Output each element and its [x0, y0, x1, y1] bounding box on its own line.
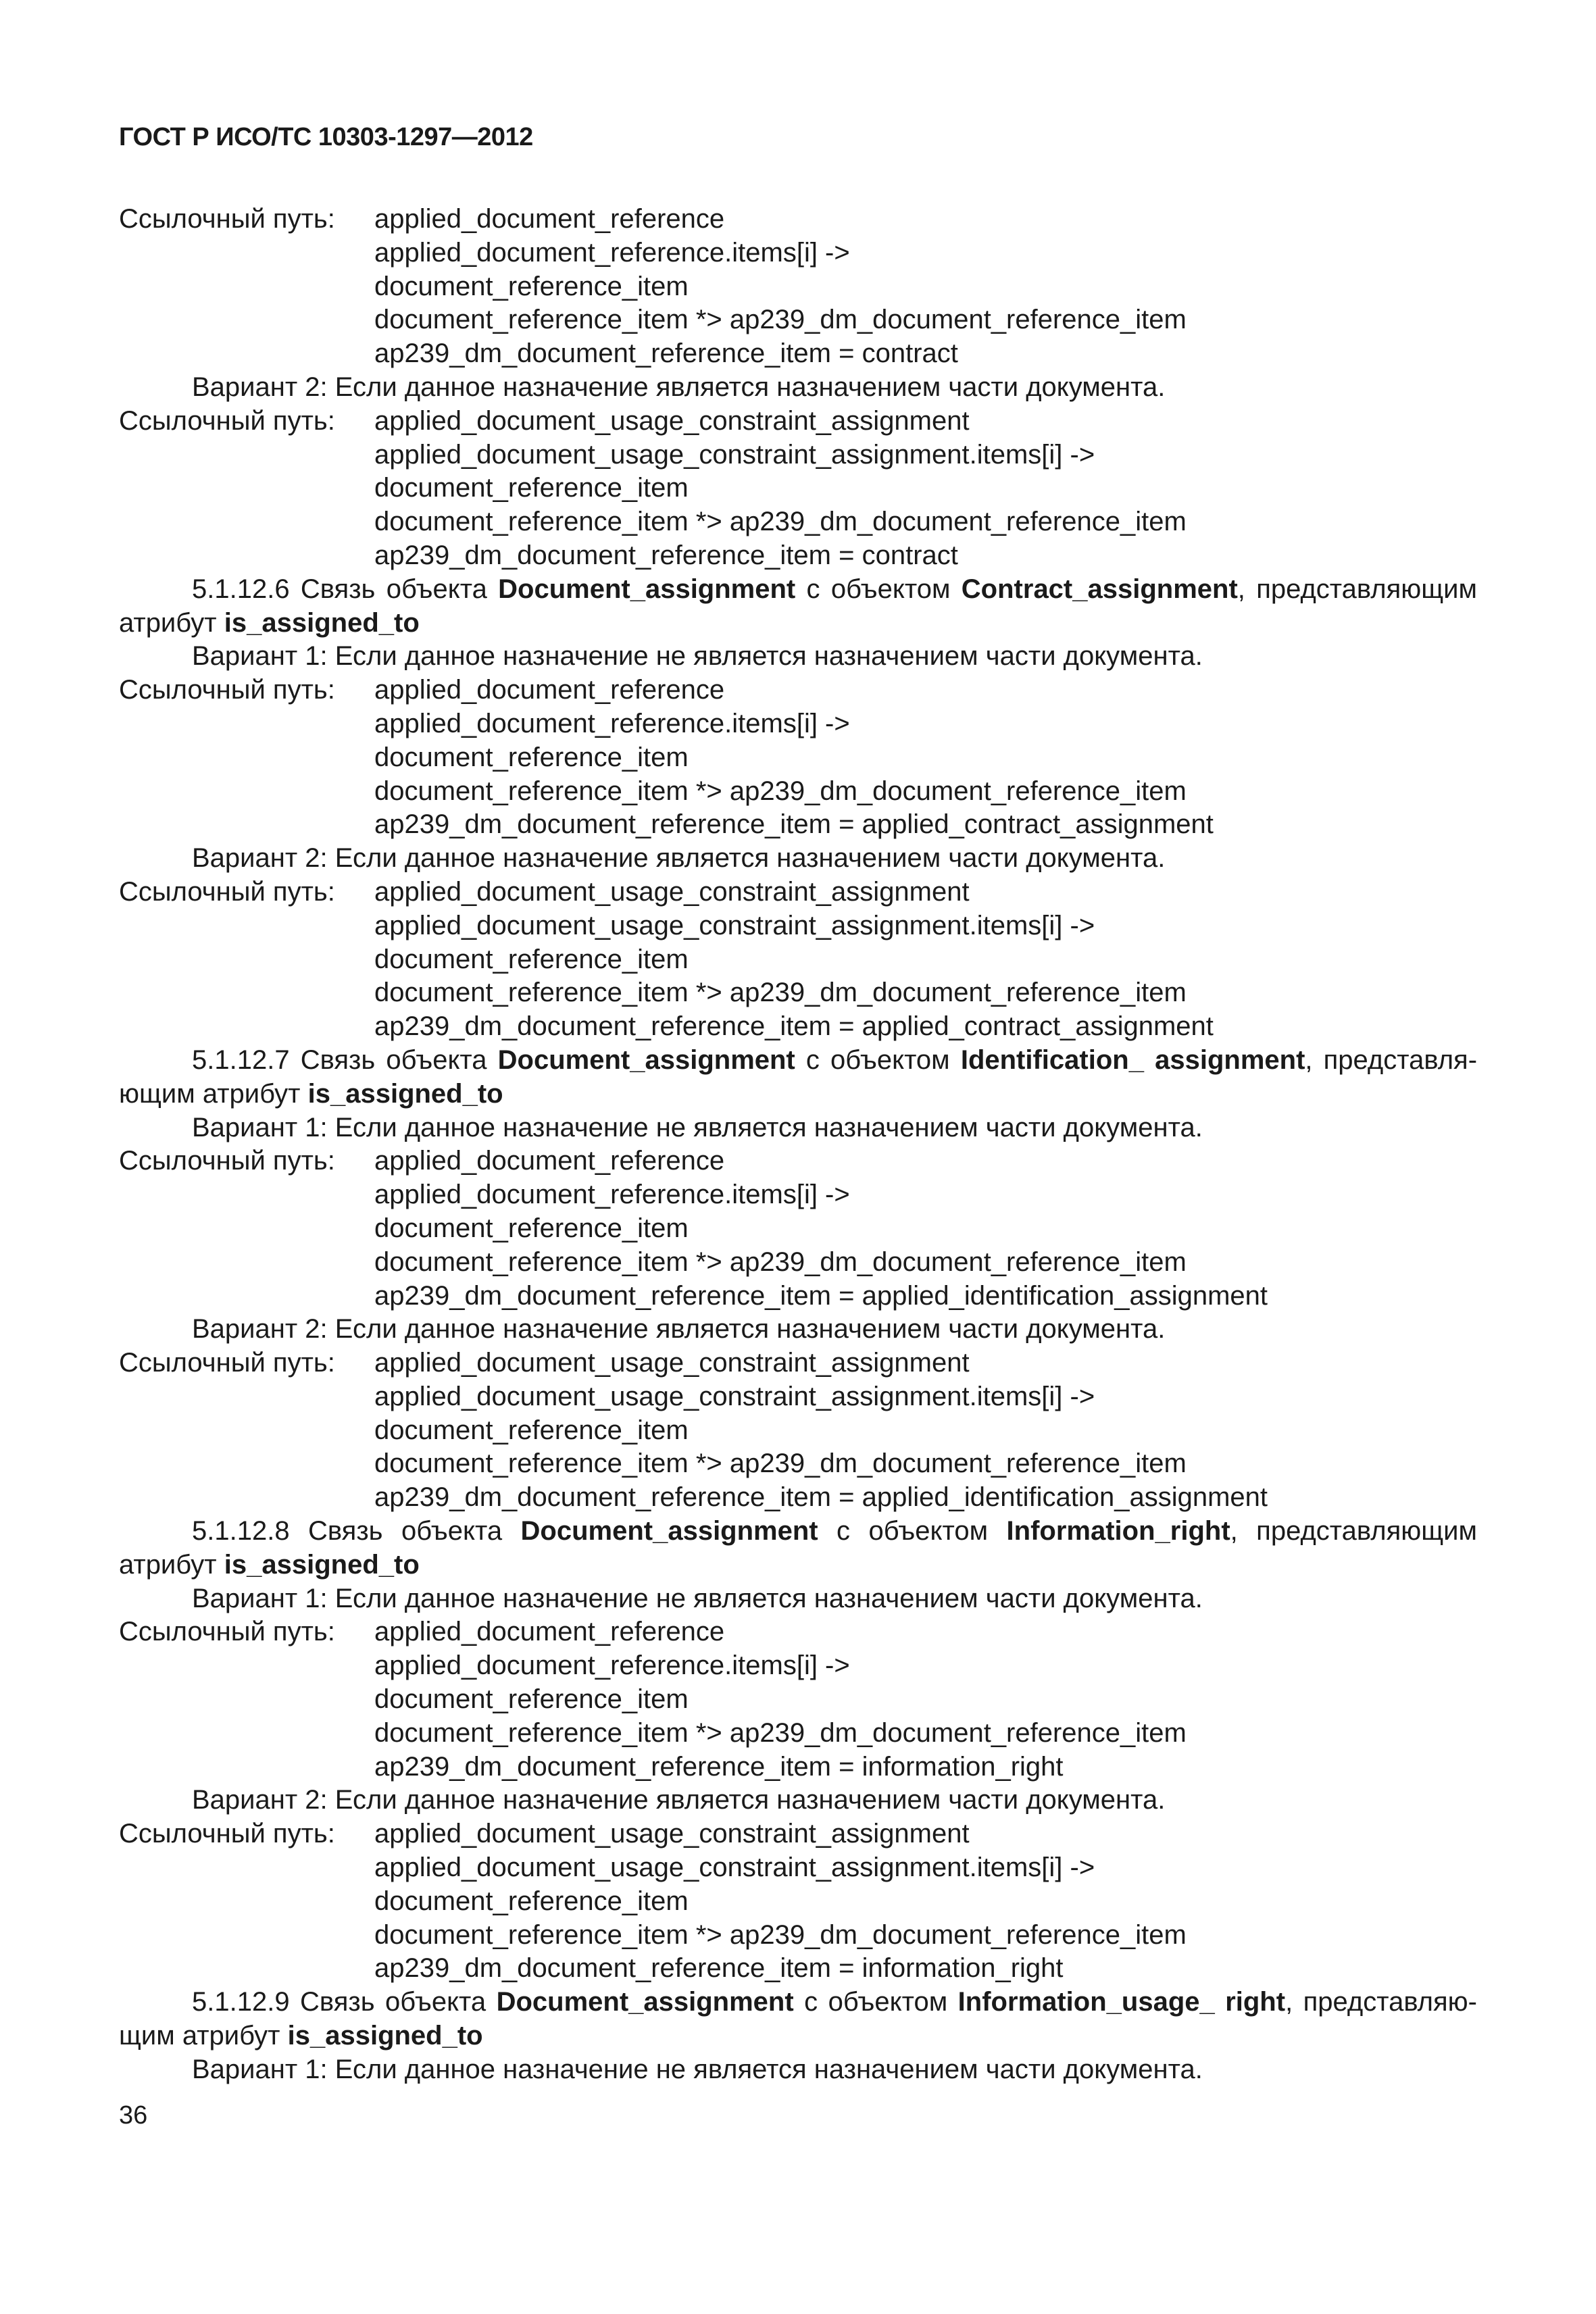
heading-continuation — [119, 1078, 1477, 1111]
reference-path-value: applied_document_reference — [374, 1617, 725, 1647]
reference-path-value: ap239_dm_document_reference_item = contract — [374, 338, 958, 369]
reference-path-line — [119, 1447, 1477, 1481]
variant-line: Вариант 1: Если данное назначение не является назначением части документа. — [192, 1583, 1203, 1613]
reference-path-value: ap239_dm_document_reference_item = contract — [374, 540, 958, 570]
entity-name: Information_usage_ right — [957, 1987, 1286, 2017]
reference-path-value: document_reference_item *> ap239_dm_document_reference_item — [374, 305, 1187, 335]
reference-path-line — [119, 1010, 1477, 1044]
reference-path-value: document_reference_item — [374, 271, 689, 301]
reference-path-line — [119, 674, 1477, 707]
reference-path-value: document_reference_item *> ap239_dm_document_reference_item — [374, 776, 1187, 806]
attribute-name: is_assigned_to — [224, 1549, 420, 1580]
heading-text: с объектом — [818, 1516, 1007, 1546]
reference-path-line — [119, 741, 1477, 775]
reference-path-line — [119, 1751, 1477, 1784]
reference-path-value: applied_document_usage_constraint_assignment.items[i] -> — [374, 439, 1095, 470]
reference-path-line — [119, 1212, 1477, 1246]
reference-path-label: Ссылочный путь: — [119, 675, 335, 705]
reference-path-value: applied_document_usage_constraint_assignment.items[i] -> — [374, 910, 1095, 940]
heading-number-text: 5.1.12.8 Связь объекта — [192, 1516, 521, 1546]
reference-path-line — [119, 236, 1477, 270]
reference-path-line — [119, 505, 1477, 539]
reference-path-value: applied_document_reference.items[i] -> — [374, 1651, 850, 1681]
reference-path-value: document_reference_item — [374, 944, 689, 974]
reference-path-line — [119, 405, 1477, 438]
reference-path-value: ap239_dm_document_reference_item = applied_contract_assignment — [374, 1011, 1214, 1042]
variant-line: Вариант 2: Если данное назначение является назначением части документа. — [192, 843, 1166, 874]
reference-path-line — [119, 1717, 1477, 1751]
reference-path-line — [119, 1919, 1477, 1953]
heading-number-text: 5.1.12.6 Связь объекта — [192, 574, 499, 604]
section-heading — [119, 1044, 1477, 1078]
reference-path-value: ap239_dm_document_reference_item = applied_identification_assignment — [374, 1482, 1268, 1513]
reference-path-value: document_reference_item *> ap239_dm_document_reference_item — [374, 1717, 1187, 1748]
reference-path-line — [119, 1145, 1477, 1178]
reference-path-line — [119, 1851, 1477, 1885]
reference-path-value: document_reference_item — [374, 1213, 689, 1243]
variant-line: Вариант 2: Если данное назначение является назначением части документа. — [192, 1785, 1166, 1815]
heading-text: с объектом — [795, 1045, 961, 1075]
heading-continuation — [119, 2019, 1477, 2053]
reference-path-value: applied_document_reference — [374, 675, 725, 705]
reference-path-value: document_reference_item *> ap239_dm_document_reference_item — [374, 1247, 1187, 1277]
reference-path-value: applied_document_reference — [374, 204, 725, 234]
reference-path-line — [119, 1178, 1477, 1212]
reference-path-line — [119, 1649, 1477, 1683]
heading-text: ющим атрибут — [119, 1078, 308, 1109]
reference-path-line — [119, 909, 1477, 943]
reference-path-line — [119, 976, 1477, 1010]
document-header: ГОСТ Р ИСО/ТС 10303-1297—2012 — [119, 123, 533, 151]
entity-name: Identification_ assignment — [960, 1045, 1305, 1075]
section-heading — [119, 1515, 1477, 1549]
heading-text: атрибут — [119, 607, 224, 638]
variant-line: Вариант 2: Если данное назначение является назначением части документа. — [192, 1314, 1166, 1344]
reference-path-value: document_reference_item *> ap239_dm_document_reference_item — [374, 1919, 1187, 1950]
section-heading — [119, 573, 1477, 607]
reference-path-value: document_reference_item — [374, 1886, 689, 1916]
reference-path-value: ap239_dm_document_reference_item = information_right — [374, 1953, 1064, 1984]
heading-text: , представляющим — [1237, 574, 1478, 604]
reference-path-line — [119, 1952, 1477, 1986]
reference-path-line — [119, 1280, 1477, 1313]
reference-path-line — [119, 775, 1477, 809]
reference-path-value: applied_document_reference.items[i] -> — [374, 708, 850, 738]
reference-path-label: Ссылочный путь: — [119, 1617, 335, 1647]
reference-path-line — [119, 707, 1477, 741]
heading-text: , представляющим — [1230, 1516, 1477, 1546]
reference-path-line — [119, 1347, 1477, 1380]
reference-path-label: Ссылочный путь: — [119, 405, 335, 436]
heading-number-text: 5.1.12.9 Связь объекта — [192, 1987, 497, 2017]
reference-path-value: applied_document_usage_constraint_assignment.items[i] -> — [374, 1381, 1095, 1411]
reference-path-line — [119, 808, 1477, 842]
variant-line: Вариант 1: Если данное назначение не является назначением части документа. — [192, 641, 1203, 672]
variant-line: Вариант 2: Если данное назначение является назначением части документа. — [192, 372, 1166, 402]
attribute-name: is_assigned_to — [307, 1078, 503, 1109]
reference-path-value: applied_document_usage_constraint_assignment — [374, 405, 970, 436]
reference-path-value: document_reference_item *> ap239_dm_document_reference_item — [374, 978, 1187, 1008]
reference-path-line — [119, 1414, 1477, 1448]
reference-path-line — [119, 438, 1477, 472]
reference-path-value: ap239_dm_document_reference_item = applied_contract_assignment — [374, 809, 1214, 840]
reference-path-value: applied_document_usage_constraint_assignment — [374, 1819, 970, 1849]
variant-line: Вариант 1: Если данное назначение не является назначением части документа. — [192, 1112, 1203, 1142]
reference-path-value: document_reference_item — [374, 742, 689, 772]
variant-line: Вариант 1: Если данное назначение не является назначением части документа. — [192, 2054, 1203, 2084]
heading-continuation — [119, 607, 1477, 640]
reference-path-value: applied_document_usage_constraint_assignment — [374, 1348, 970, 1378]
reference-path-line — [119, 1683, 1477, 1717]
reference-path-line — [119, 1481, 1477, 1515]
reference-path-value: document_reference_item — [374, 473, 689, 503]
reference-path-line — [119, 539, 1477, 573]
reference-path-label: Ссылочный путь: — [119, 876, 335, 907]
heading-continuation — [119, 1549, 1477, 1582]
page-number: 36 — [119, 2101, 148, 2130]
reference-path-line — [119, 203, 1477, 236]
reference-path-line — [119, 1380, 1477, 1414]
reference-path-line — [119, 303, 1477, 337]
reference-path-label: Ссылочный путь: — [119, 204, 335, 234]
reference-path-line — [119, 1615, 1477, 1649]
heading-text: атрибут — [119, 1549, 224, 1580]
reference-path-value: document_reference_item *> ap239_dm_document_reference_item — [374, 1449, 1187, 1479]
reference-path-line — [119, 1246, 1477, 1280]
reference-path-value: applied_document_reference.items[i] -> — [374, 237, 850, 268]
reference-path-label: Ссылочный путь: — [119, 1146, 335, 1176]
reference-path-label: Ссылочный путь: — [119, 1348, 335, 1378]
reference-path-line — [119, 270, 1477, 304]
entity-name: Document_assignment — [498, 574, 796, 604]
reference-path-line — [119, 337, 1477, 371]
entity-name: Document_assignment — [520, 1516, 818, 1546]
reference-path-value: document_reference_item *> ap239_dm_document_reference_item — [374, 507, 1187, 537]
document-body — [119, 203, 1477, 2087]
attribute-name: is_assigned_to — [224, 607, 420, 638]
reference-path-line — [119, 1817, 1477, 1851]
reference-path-line — [119, 1885, 1477, 1919]
reference-path-line — [119, 472, 1477, 505]
heading-text: , представля- — [1305, 1045, 1478, 1075]
attribute-name: is_assigned_to — [287, 2021, 483, 2051]
entity-name: Document_assignment — [496, 1987, 794, 2017]
reference-path-label: Ссылочный путь: — [119, 1819, 335, 1849]
reference-path-value: applied_document_usage_constraint_assignment.items[i] -> — [374, 1853, 1095, 1883]
reference-path-value: ap239_dm_document_reference_item = information_right — [374, 1751, 1064, 1782]
reference-path-line — [119, 943, 1477, 977]
reference-path-value: applied_document_reference — [374, 1146, 725, 1176]
heading-text: , представляю- — [1285, 1987, 1478, 2017]
heading-number-text: 5.1.12.7 Связь объекта — [192, 1045, 498, 1075]
reference-path-value: document_reference_item — [374, 1415, 689, 1445]
entity-name: Information_right — [1006, 1516, 1230, 1546]
reference-path-value: applied_document_reference.items[i] -> — [374, 1180, 850, 1210]
entity-name: Contract_assignment — [961, 574, 1238, 604]
entity-name: Document_assignment — [497, 1045, 795, 1075]
heading-text: с объектом — [793, 1987, 958, 2017]
reference-path-value: applied_document_usage_constraint_assignment — [374, 876, 970, 907]
reference-path-value: document_reference_item — [374, 1684, 689, 1715]
section-heading — [119, 1986, 1477, 2019]
heading-text: щим атрибут — [119, 2021, 288, 2051]
reference-path-line — [119, 876, 1477, 909]
reference-path-value: ap239_dm_document_reference_item = applied_identification_assignment — [374, 1280, 1268, 1311]
heading-text: с объектом — [795, 574, 962, 604]
